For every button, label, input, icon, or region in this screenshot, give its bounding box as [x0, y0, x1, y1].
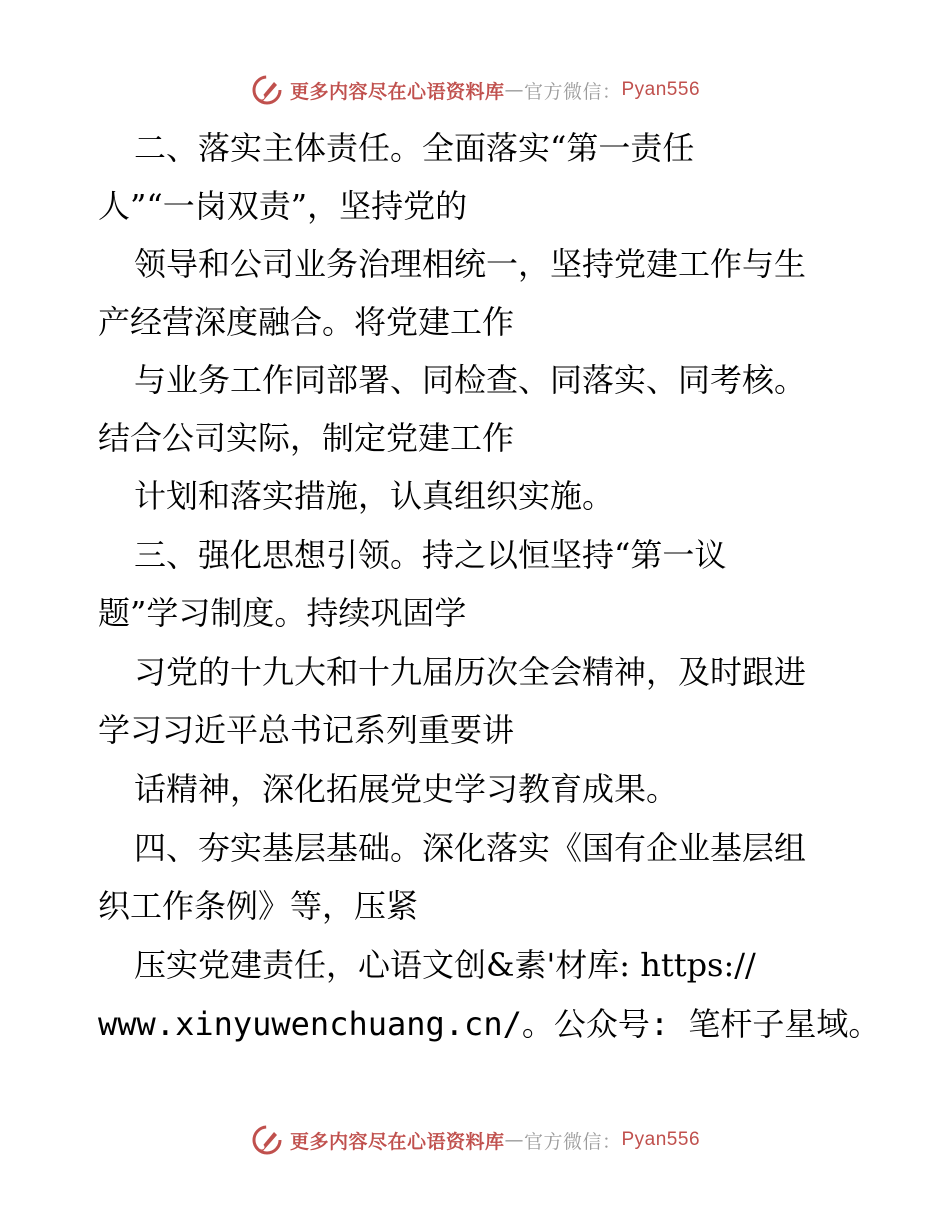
body-line: 二、落实主体责任。全面落实“第一责任 [134, 129, 695, 167]
banner-contact-label: 官方微信： [523, 80, 622, 103]
body-line: 产经营深度融合。将党建工作 [98, 303, 515, 341]
body-line: 与业务工作同部署、同检查、同落实、同考核。 [134, 361, 807, 399]
body-line: 题”学习制度。持续巩固学 [98, 594, 467, 632]
body-line: 领导和公司业务治理相统一，坚持党建工作与生 [134, 245, 807, 283]
body-line: 计划和落实措施，认真组织实施。 [134, 477, 615, 515]
body-line: 三、强化思想引领。持之以恒坚持“第一议 [134, 536, 727, 574]
body-line: 织工作条例》等，压紧 [98, 887, 419, 925]
banner-contact-label: 官方微信： [523, 1130, 622, 1153]
banner-dash: — [504, 1129, 524, 1151]
pen-nib-swirl-icon [250, 73, 284, 107]
body-line: 学习习近平总书记系列重要讲 [98, 711, 515, 749]
pen-nib-swirl-icon [250, 1123, 284, 1157]
banner-contact-id: Pyan556 [621, 79, 701, 100]
body-line: 四、夯实基层基础。深化落实《国有企业基层组 [134, 829, 807, 867]
body-line: www.xinyuwenchuang.cn/。公众号: 笔杆子星域。 [98, 1005, 881, 1043]
body-line: 压实党建责任，心语文创&素'材库: https:// [134, 946, 756, 984]
header-banner [0, 70, 950, 110]
footer-banner [0, 1120, 950, 1160]
banner-title: 更多内容尽在心语资料库 [289, 1130, 505, 1153]
banner-contact-id: Pyan556 [621, 1129, 701, 1150]
body-line: 话精神，深化拓展党史学习教育成果。 [134, 770, 679, 808]
body-line: 人”“一岗双责”，坚持党的 [98, 187, 468, 225]
body-line: 习党的十九大和十九届历次全会精神，及时跟进 [134, 653, 807, 691]
body-line: 结合公司实际，制定党建工作 [98, 419, 515, 457]
banner-dash: — [504, 79, 524, 101]
banner-title: 更多内容尽在心语资料库 [289, 80, 505, 103]
